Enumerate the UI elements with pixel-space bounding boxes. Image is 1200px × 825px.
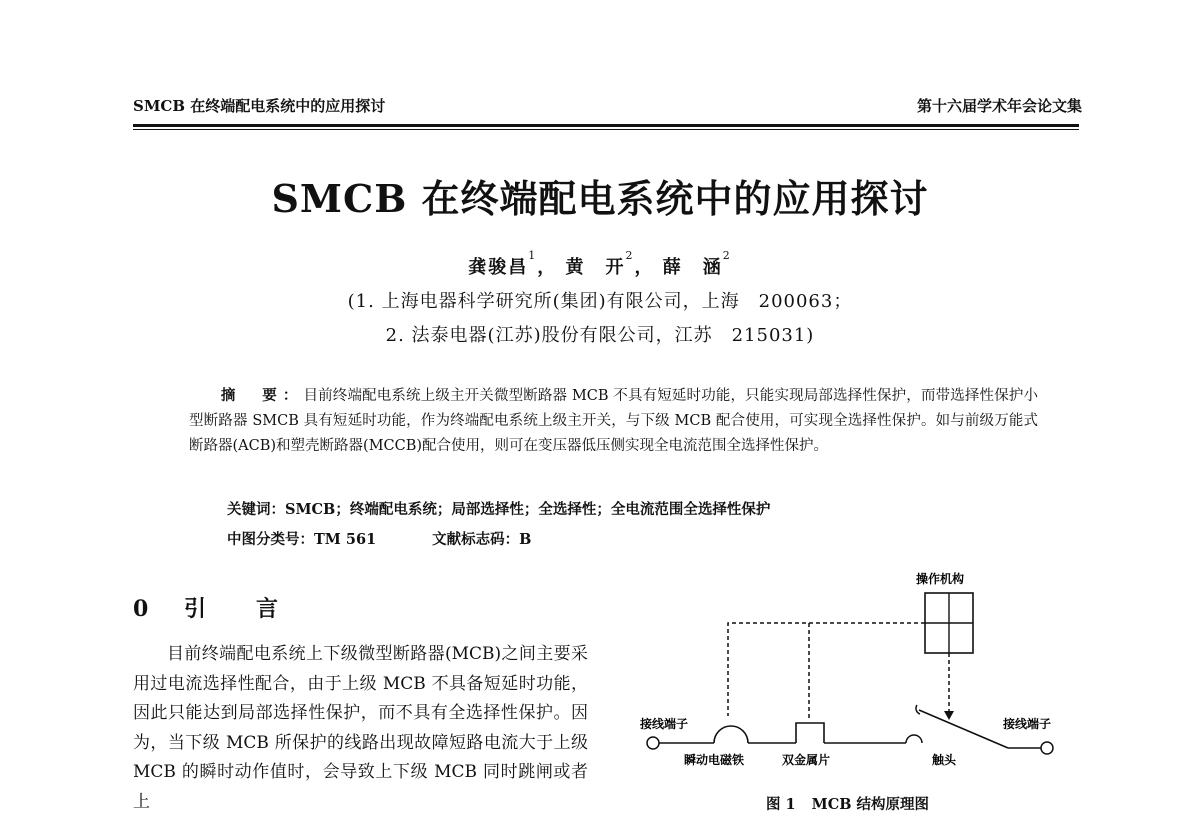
abstract-label: 摘 要：: [220, 387, 304, 404]
keywords: 关键词：SMCB；终端配电系统；局部选择性；全选择性；全电流范围全选择性保护: [227, 501, 771, 518]
header-rule: [133, 124, 1079, 127]
section-title: 引 言: [183, 596, 292, 622]
arrow-head: [944, 711, 954, 720]
mcb-structure-diagram: [636, 568, 1096, 783]
author-affiliation-mark: 1: [528, 249, 538, 262]
author-name: 龚骏昌: [468, 257, 529, 278]
paper-title: SMCB 在终端配电系统中的应用探讨: [271, 176, 929, 221]
fixed-contact: [906, 735, 922, 743]
left-terminal: [647, 737, 659, 749]
figure-number: 图 1: [766, 796, 796, 813]
document-code: 文献标志码：B: [432, 531, 532, 548]
figure-caption: [766, 793, 929, 814]
dashed-link-magnet: [728, 623, 925, 716]
moving-contact: [919, 710, 1008, 748]
running-header-right: 第十六届学术年会论文集: [916, 97, 1082, 115]
author-affiliation-mark: 2: [625, 249, 635, 262]
running-header-left: SMCB 在终端配电系统中的应用探讨: [133, 97, 386, 115]
section-heading: [133, 592, 292, 623]
label-bimetal: 双金属片: [782, 753, 831, 767]
clc-number: 中图分类号：TM 561: [227, 531, 377, 548]
section-number: 0: [133, 596, 163, 622]
author-separator: ，: [634, 257, 655, 278]
author-separator: ，: [537, 257, 558, 278]
author-affiliation-mark: 2: [722, 249, 732, 262]
label-mechanism: 操作机构: [916, 572, 965, 586]
abstract-text: 目前终端配电系统上级主开关微型断路器 MCB 不具有短延时功能，只能实现局部选择性保护，而带选择性保护小型断路器 SMCB 具有短延时功能，作为终端配电系统上级主开关，与下级 MCB 配合使用，可实现全选择性保护。如与前级万能式断路器(ACB)和塑壳断路器(MCCB)配合使用，则可在变压器低压侧实现全电流范围全选择性保护。: [189, 388, 1039, 454]
classification-line: [227, 528, 531, 549]
label-right-terminal: 接线端子: [1003, 717, 1052, 731]
body-paragraph: 目前终端配电系统上下级微型断路器(MCB)之间主要采用过电流选择性配合，由于上级 MCB 不具备短延时功能，因此只能达到局部选择性保护，而不具有全选择性保护。因为，当下级 MCB 所保护的线路出现故障短路电流大于上级 MCB 的瞬时动作值时，会导致上下级 MCB 同时跳闸或者上: [133, 644, 588, 812]
instant-magnet: [714, 726, 748, 743]
right-terminal: [1041, 742, 1053, 754]
author-name: 黄 开: [565, 257, 626, 278]
affiliation-1: (1. 上海电器科学研究所(集团)有限公司，上海 200063；: [347, 291, 853, 312]
abstract: [189, 383, 1038, 459]
author-name: 薛 涵: [662, 257, 723, 278]
label-contact: 触头: [932, 753, 957, 767]
figure-title: MCB 结构原理图: [811, 796, 930, 813]
label-magnet: 瞬动电磁铁: [684, 753, 745, 767]
author-list: [0, 249, 1200, 279]
header-rule-thin: [133, 129, 1079, 130]
affiliation-2: 2. 法泰电器(江苏)股份有限公司，江苏 215031): [385, 325, 815, 346]
label-left-terminal: 接线端子: [640, 717, 689, 731]
bimetal-strip: [796, 723, 824, 743]
